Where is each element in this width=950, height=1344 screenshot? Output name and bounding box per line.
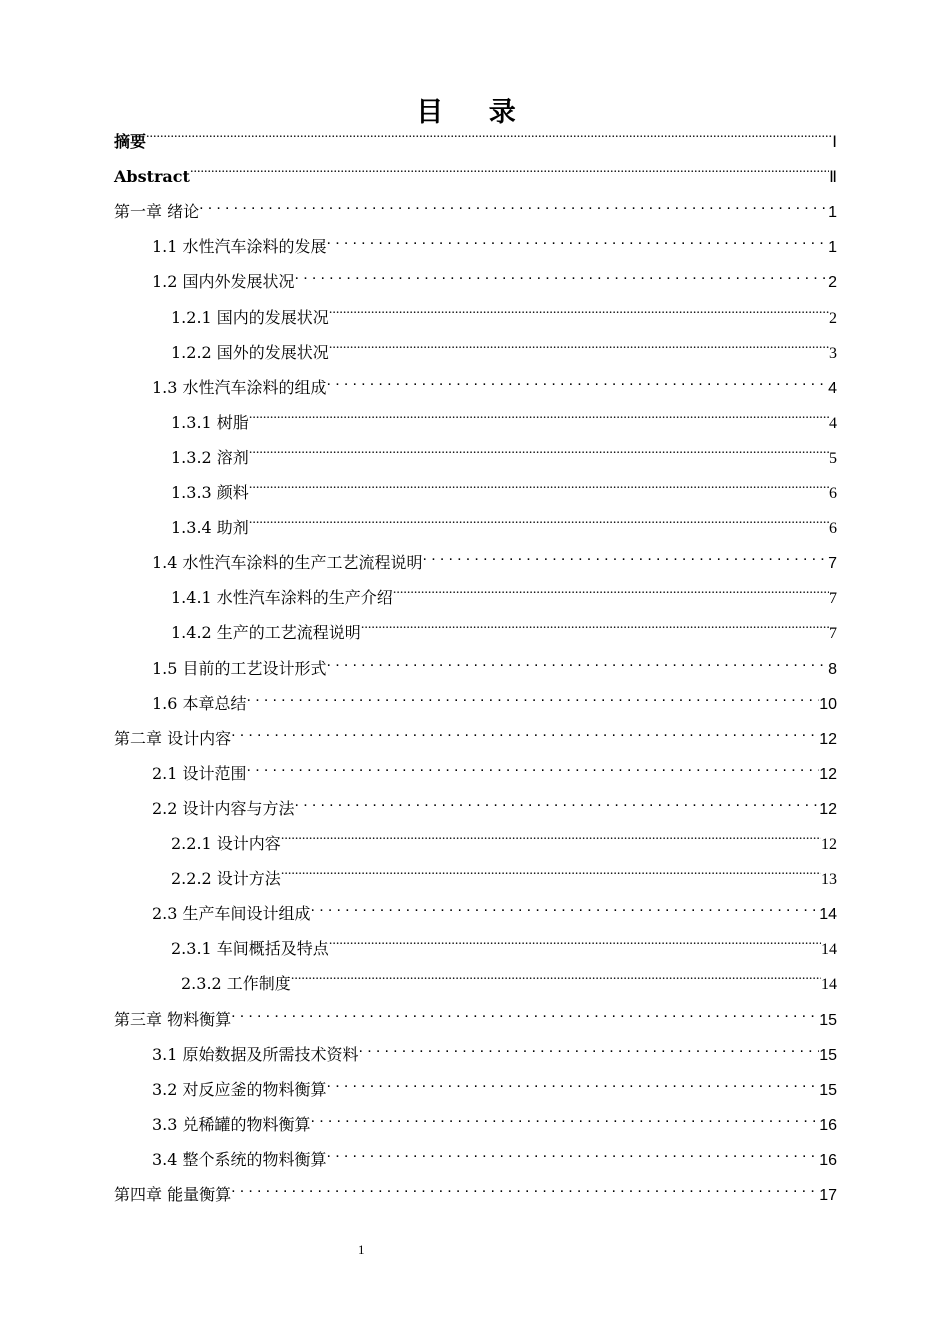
toc-entry-label: 1.2.2 国外的发展状况 <box>171 343 329 362</box>
toc-dot-leader <box>327 373 829 393</box>
toc-entry[interactable] <box>171 829 837 851</box>
toc-entry-label: 1.3.2 溶剂 <box>171 448 249 467</box>
toc-dot-leader <box>311 1110 820 1130</box>
toc-entry-page-number: 7 <box>828 555 837 572</box>
toc-entry[interactable] <box>152 373 837 395</box>
toc-entry-label: 2.2.1 设计内容 <box>171 834 281 853</box>
toc-dot-leader <box>281 829 821 849</box>
toc-entry-page-number: 17 <box>819 1187 837 1204</box>
toc-entry-label: 1.6 本章总结 <box>152 694 247 713</box>
toc-entry-page-number: 8 <box>828 661 837 678</box>
toc-entry-label: 1.3 水性汽车涂料的组成 <box>152 378 327 397</box>
toc-entry-page-number: Ⅱ <box>829 169 837 186</box>
toc-entry[interactable] <box>152 759 837 781</box>
toc-dot-leader <box>327 1075 820 1095</box>
toc-entry-page-number: 14 <box>821 976 837 993</box>
page-footer-number: 1 <box>358 1242 365 1257</box>
toc-entry-page-number: 12 <box>819 801 837 818</box>
toc-entry[interactable] <box>171 478 837 500</box>
toc-entry-page-number: 10 <box>819 696 837 713</box>
toc-entry-label: 1.4 水性汽车涂料的生产工艺流程说明 <box>152 553 423 572</box>
toc-entry-label: 2.3.1 车间概括及特点 <box>171 939 329 958</box>
toc-dot-leader <box>327 232 829 252</box>
toc-entry[interactable] <box>152 1145 837 1167</box>
toc-entry-page-number: 5 <box>829 450 837 467</box>
toc-entry-label: 1.2.1 国内的发展状况 <box>171 308 329 327</box>
toc-entry-page-number: 6 <box>829 520 837 537</box>
toc-dot-leader <box>291 969 821 989</box>
toc-entry[interactable] <box>114 724 837 746</box>
toc-entry-page-number: 15 <box>819 1047 837 1064</box>
toc-entry[interactable] <box>152 1075 837 1097</box>
toc-entry[interactable] <box>171 583 837 605</box>
toc-entry-label: 2.3 生产车间设计组成 <box>152 904 311 923</box>
toc-entry-label: 1.3.4 助剂 <box>171 518 249 537</box>
toc-entry-page-number: 12 <box>819 731 837 748</box>
toc-dot-leader <box>146 127 832 147</box>
toc-dot-leader <box>359 1040 820 1060</box>
toc-dot-leader <box>329 934 821 954</box>
toc-entry-label: 1.3.1 树脂 <box>171 413 249 432</box>
toc-entry[interactable] <box>171 338 837 360</box>
toc-entry-page-number: 7 <box>829 590 837 607</box>
toc-entry-page-number: 12 <box>821 836 837 853</box>
toc-entry[interactable] <box>152 654 837 676</box>
toc-entry-label: 1.3.3 颜料 <box>171 483 249 502</box>
toc-dot-leader <box>249 478 829 498</box>
toc-entry[interactable] <box>171 934 837 956</box>
toc-dot-leader <box>231 724 819 744</box>
toc-dot-leader <box>295 267 829 287</box>
toc-entry[interactable] <box>114 1005 837 1027</box>
toc-entry[interactable] <box>171 443 837 465</box>
toc-entry[interactable] <box>114 197 837 219</box>
toc-entry[interactable] <box>152 1040 837 1062</box>
toc-entry-label: 1.2 国内外发展状况 <box>152 272 295 291</box>
toc-entry-page-number: 12 <box>819 766 837 783</box>
toc-dot-leader <box>281 864 821 884</box>
toc-entry-page-number: 4 <box>828 380 837 397</box>
toc-entry-page-number: 16 <box>819 1152 837 1169</box>
toc-entry-label: 2.3.2 工作制度 <box>181 974 291 993</box>
toc-entry-page-number: 14 <box>819 906 837 923</box>
toc-dot-leader <box>329 303 829 323</box>
toc-dot-leader <box>361 618 829 638</box>
toc-entry[interactable] <box>171 618 837 640</box>
toc-entry[interactable] <box>152 689 837 711</box>
toc-entry-page-number: 1 <box>828 204 837 221</box>
toc-dot-leader <box>311 899 820 919</box>
toc-entry[interactable] <box>171 513 837 535</box>
toc-dot-leader <box>327 654 829 674</box>
toc-dot-leader <box>249 408 829 428</box>
toc-entry-label: 第一章 绪论 <box>114 202 200 221</box>
toc-entry-label: 第二章 设计内容 <box>114 729 232 748</box>
page-title: 目 录 <box>416 97 534 128</box>
toc-entry-label: 2.2.2 设计方法 <box>171 869 281 888</box>
toc-entry-page-number: 3 <box>829 345 837 362</box>
toc-dot-leader <box>249 513 829 533</box>
toc-dot-leader <box>329 338 829 358</box>
toc-dot-leader <box>247 689 820 709</box>
toc-entry-label: 3.4 整个系统的物料衡算 <box>152 1150 327 1169</box>
toc-dot-leader <box>247 759 820 779</box>
toc-dot-leader <box>295 794 820 814</box>
toc-dot-leader <box>190 162 829 182</box>
toc-entry-page-number: 13 <box>821 871 837 888</box>
toc-entry-label: 第四章 能量衡算 <box>114 1185 232 1204</box>
toc-entry-label: 3.2 对反应釜的物料衡算 <box>152 1080 327 1099</box>
toc-entry-page-number: 2 <box>829 310 837 327</box>
toc-dot-leader <box>393 583 829 603</box>
toc-entry-page-number: 15 <box>819 1012 837 1029</box>
toc-entry[interactable] <box>152 794 837 816</box>
toc-dot-leader <box>231 1005 819 1025</box>
toc-entry[interactable] <box>152 1110 837 1132</box>
toc-entry[interactable] <box>152 267 837 289</box>
toc-entry-label: 1.4.2 生产的工艺流程说明 <box>171 623 361 642</box>
toc-dot-leader <box>231 1180 819 1200</box>
toc-entry[interactable] <box>114 1180 837 1202</box>
toc-entry-label: 2.2 设计内容与方法 <box>152 799 295 818</box>
toc-dot-leader <box>199 197 828 217</box>
toc-entry-page-number: 15 <box>819 1082 837 1099</box>
toc-entry-label: 3.1 原始数据及所需技术资料 <box>152 1045 359 1064</box>
toc-entry[interactable] <box>171 408 837 430</box>
toc-entry-page-number: 4 <box>829 415 837 432</box>
toc-entry-label: Abstract <box>114 167 190 186</box>
toc-entry[interactable] <box>152 232 837 254</box>
toc-entry[interactable] <box>114 127 837 149</box>
toc-entry-page-number: 2 <box>828 274 837 291</box>
toc-entry-label: 1.5 目前的工艺设计形式 <box>152 659 327 678</box>
toc-entry[interactable] <box>152 548 837 570</box>
toc-dot-leader <box>423 548 829 568</box>
toc-entry-page-number: 1 <box>828 239 837 256</box>
toc-entry[interactable] <box>171 864 837 886</box>
toc-entry-page-number: 14 <box>821 941 837 958</box>
toc-entry-page-number: 7 <box>829 625 837 642</box>
toc-entry-label: 1.1 水性汽车涂料的发展 <box>152 237 327 256</box>
toc-entry-page-number: 16 <box>819 1117 837 1134</box>
toc-entry[interactable] <box>152 899 837 921</box>
toc-entry-label: 3.3 兑稀罐的物料衡算 <box>152 1115 311 1134</box>
toc-entry[interactable] <box>114 162 837 184</box>
toc-entry-page-number: 6 <box>829 485 837 502</box>
toc-entry[interactable] <box>171 303 837 325</box>
toc-entry-label: 摘要 <box>114 132 147 151</box>
toc-entry-label: 2.1 设计范围 <box>152 764 247 783</box>
toc-entry-label: 1.4.1 水性汽车涂料的生产介绍 <box>171 588 393 607</box>
toc-dot-leader <box>249 443 829 463</box>
toc-entry-page-number: Ⅰ <box>832 134 837 151</box>
toc-entry-label: 第三章 物料衡算 <box>114 1010 232 1029</box>
toc-entry[interactable] <box>181 969 837 991</box>
toc-dot-leader <box>327 1145 820 1165</box>
